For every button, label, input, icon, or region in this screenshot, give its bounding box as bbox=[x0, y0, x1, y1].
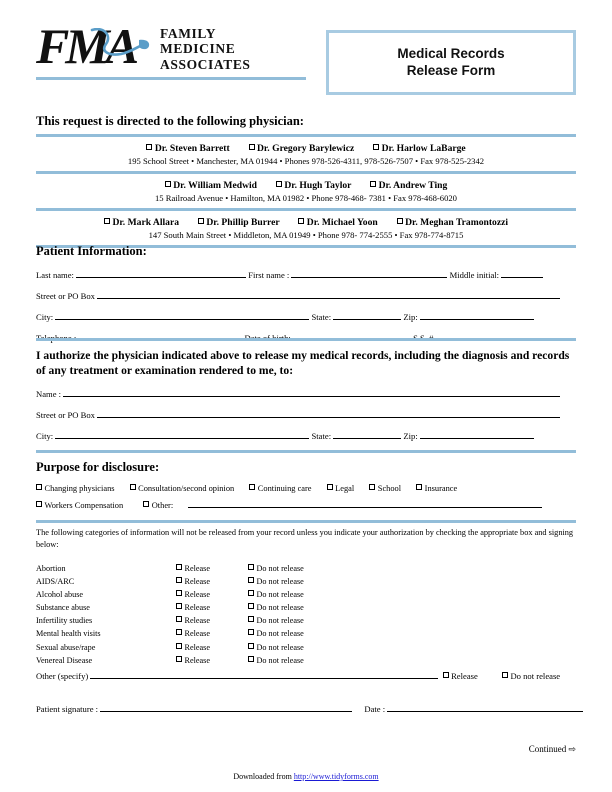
purpose-option-changing-physicians[interactable] bbox=[36, 482, 115, 495]
do-not-release-label: Do not release bbox=[256, 642, 304, 652]
checkbox-icon[interactable] bbox=[249, 484, 255, 490]
checkbox-icon[interactable] bbox=[104, 218, 110, 224]
categories-intro: The following categories of information will not be released from your record unless you indicate your authorization by checking the appropriate box and signing below: bbox=[36, 528, 574, 549]
category-do-not-release-option[interactable] bbox=[248, 615, 304, 628]
state-input[interactable] bbox=[333, 310, 401, 320]
purpose-option-continuing-care[interactable] bbox=[249, 482, 311, 495]
checkbox-icon[interactable] bbox=[248, 603, 254, 609]
table-row bbox=[36, 628, 304, 641]
physician-name: Dr. William Medwid bbox=[173, 180, 258, 191]
checkbox-icon[interactable] bbox=[176, 643, 182, 649]
checkbox-icon[interactable] bbox=[327, 484, 333, 490]
checkbox-icon[interactable] bbox=[176, 616, 182, 622]
checkbox-icon[interactable] bbox=[298, 218, 304, 224]
physician-name: Dr. Hugh Taylor bbox=[284, 180, 352, 191]
patient-information-heading: Patient Information: bbox=[36, 244, 147, 258]
last-name-label: Last name: bbox=[36, 270, 74, 280]
purpose-options-row-2 bbox=[36, 498, 576, 512]
categories-section bbox=[36, 527, 576, 668]
stethoscope-swoosh-icon bbox=[88, 28, 152, 62]
checkbox-icon[interactable] bbox=[276, 181, 282, 187]
recipient-city-label: City: bbox=[36, 431, 54, 441]
physician-checkbox-item[interactable] bbox=[146, 143, 229, 154]
brand-wordmark bbox=[160, 24, 251, 73]
last-name-input[interactable] bbox=[76, 268, 246, 278]
category-release-option[interactable] bbox=[176, 602, 248, 615]
checkbox-icon[interactable] bbox=[176, 564, 182, 570]
purpose-option-label: Insurance bbox=[424, 484, 458, 493]
checkbox-icon[interactable] bbox=[248, 643, 254, 649]
checkbox-icon[interactable] bbox=[176, 629, 182, 635]
recipient-city-row bbox=[36, 429, 576, 442]
physician-group-3-address: 147 South Main Street • Middleton, MA 01949 • Phone 978- 774-2555 • Fax 978-774-8715 bbox=[148, 230, 464, 240]
checkbox-icon[interactable] bbox=[248, 629, 254, 635]
form-title-line1: Medical Records bbox=[397, 46, 505, 61]
purpose-option-label: Workers Compensation bbox=[44, 501, 124, 510]
do-not-release-label: Do not release bbox=[256, 577, 304, 587]
patient-street-row bbox=[36, 289, 576, 302]
zip-input[interactable] bbox=[420, 310, 534, 320]
recipient-street-row bbox=[36, 408, 576, 421]
purpose-option-label: Changing physicians bbox=[44, 484, 115, 493]
form-title-box bbox=[326, 30, 576, 95]
category-label: AIDS/ARC bbox=[36, 577, 75, 587]
checkbox-icon[interactable] bbox=[248, 656, 254, 662]
other-release-option[interactable] bbox=[443, 671, 478, 681]
release-label: Release bbox=[184, 616, 210, 626]
other-specify-row bbox=[36, 669, 576, 682]
release-label: Release bbox=[184, 603, 210, 613]
category-label: Abortion bbox=[36, 564, 66, 573]
category-release-option[interactable] bbox=[176, 628, 248, 641]
purpose-option-legal[interactable] bbox=[327, 482, 355, 495]
recipient-city-input[interactable] bbox=[55, 429, 309, 439]
physician-group-2-doctors bbox=[36, 179, 576, 192]
checkbox-icon[interactable] bbox=[248, 564, 254, 570]
fma-logo-text: FMA bbox=[36, 18, 136, 74]
other-specify-label: Other (specify) bbox=[36, 671, 89, 681]
signature-row bbox=[36, 702, 576, 715]
physician-checkbox-item[interactable] bbox=[298, 217, 377, 228]
state-label: State: bbox=[311, 312, 332, 322]
recipient-name-row bbox=[36, 387, 576, 400]
recipient-zip-label: Zip: bbox=[403, 431, 418, 441]
category-do-not-release-option[interactable] bbox=[248, 628, 304, 641]
street-label: Street or PO Box bbox=[36, 291, 95, 301]
physician-checkbox-item[interactable] bbox=[165, 180, 257, 191]
checkbox-icon[interactable] bbox=[176, 577, 182, 583]
tidyforms-url[interactable]: http://www.tidyforms.com bbox=[293, 772, 379, 781]
recipient-state-input[interactable] bbox=[333, 429, 401, 439]
checkbox-icon[interactable] bbox=[248, 616, 254, 622]
recipient-name-label: Name : bbox=[36, 389, 62, 399]
category-label: Venereal Disease bbox=[36, 655, 93, 665]
category-label: Alcohol abuse bbox=[36, 590, 84, 600]
do-not-release-label: Do not release bbox=[256, 564, 304, 573]
category-release-option[interactable] bbox=[176, 642, 248, 655]
rule-5 bbox=[36, 338, 576, 341]
physician-group-2-address: 15 Railroad Avenue • Hamilton, MA 01982 • Phone 978-468- 7381 • Fax 978-468-6020 bbox=[155, 193, 457, 203]
physician-checkbox-item[interactable] bbox=[276, 180, 351, 191]
brand-line-associates: ASSOCIATES bbox=[160, 56, 251, 72]
purpose-option-label: School bbox=[377, 484, 402, 493]
physician-name: Dr. Steven Barrett bbox=[154, 143, 230, 154]
recipient-street-label: Street or PO Box bbox=[36, 410, 95, 420]
purpose-option-consultation[interactable] bbox=[130, 482, 235, 495]
purpose-other-input[interactable] bbox=[188, 498, 542, 508]
checkbox-icon[interactable] bbox=[146, 144, 152, 150]
physician-checkbox-item[interactable] bbox=[397, 217, 508, 228]
checkbox-icon[interactable] bbox=[369, 484, 375, 490]
table-row bbox=[36, 563, 304, 576]
do-not-release-label: Do not release bbox=[256, 629, 304, 639]
physician-checkbox-item[interactable] bbox=[104, 217, 179, 228]
purpose-option-workers-compensation[interactable] bbox=[36, 499, 123, 512]
physician-name: Dr. Mark Allara bbox=[112, 217, 180, 228]
download-attribution bbox=[0, 772, 612, 781]
do-not-release-label: Do not release bbox=[256, 616, 304, 626]
checkbox-icon[interactable] bbox=[36, 484, 42, 490]
category-release-option[interactable] bbox=[176, 563, 248, 576]
purpose-option-label: Legal bbox=[335, 484, 355, 493]
physician-group-2 bbox=[36, 174, 576, 204]
zip-label: Zip: bbox=[403, 312, 418, 322]
purpose-option-insurance[interactable] bbox=[416, 482, 457, 495]
physician-checkbox-item[interactable] bbox=[198, 217, 280, 228]
table-row bbox=[36, 642, 304, 655]
checkbox-icon[interactable] bbox=[370, 181, 376, 187]
physician-group-1-address: 195 School Street • Manchester, MA 01944 • Phones 978-526-4311, 978-526-7507 • Fax 978-525-2342 bbox=[127, 156, 485, 166]
checkbox-icon[interactable] bbox=[443, 672, 449, 678]
checkbox-icon[interactable] bbox=[143, 501, 149, 507]
category-do-not-release-option[interactable] bbox=[248, 642, 304, 655]
purpose-heading: Purpose for disclosure: bbox=[36, 460, 160, 474]
recipient-street-input[interactable] bbox=[97, 408, 560, 418]
first-name-input[interactable] bbox=[291, 268, 447, 278]
purpose-option-other[interactable] bbox=[143, 499, 173, 512]
physician-group-1-doctors bbox=[36, 142, 576, 155]
table-row bbox=[36, 615, 304, 628]
signature-line bbox=[36, 702, 576, 715]
checkbox-icon[interactable] bbox=[165, 181, 171, 187]
brand-block bbox=[36, 18, 306, 80]
download-prefix: Downloaded from bbox=[233, 772, 294, 781]
category-release-option[interactable] bbox=[176, 615, 248, 628]
signature-date-input[interactable] bbox=[387, 702, 583, 712]
physician-section-heading: This request is directed to the following physician: bbox=[36, 114, 304, 128]
checkbox-icon[interactable] bbox=[176, 603, 182, 609]
physician-name: Dr. Meghan Tramontozzi bbox=[405, 217, 509, 228]
patient-signature-input[interactable] bbox=[100, 702, 352, 712]
release-label: Release bbox=[184, 564, 210, 573]
middle-initial-input[interactable] bbox=[501, 268, 543, 278]
other-specify-line bbox=[36, 669, 576, 682]
physician-group-1 bbox=[36, 137, 576, 167]
physician-checkbox-item[interactable] bbox=[370, 180, 447, 191]
table-row bbox=[36, 589, 304, 602]
category-do-not-release-option[interactable] bbox=[248, 655, 304, 668]
first-name-label: First name : bbox=[248, 270, 290, 280]
authorization-paragraph: I authorize the physician indicated above to release my medical records, including the diagnosis and records of any treatment or examination rendered to me, to: bbox=[36, 349, 570, 377]
physician-group-3 bbox=[36, 211, 576, 241]
purpose-options-row-1 bbox=[36, 482, 576, 495]
purpose-option-school[interactable] bbox=[369, 482, 401, 495]
physician-section bbox=[36, 114, 576, 248]
category-label: Substance abuse bbox=[36, 603, 90, 613]
category-release-option[interactable] bbox=[176, 655, 248, 668]
do-not-release-label: Do not release bbox=[256, 590, 304, 600]
category-label: Infertility studies bbox=[36, 616, 93, 626]
authorization-section bbox=[36, 338, 576, 442]
other-specify-input[interactable] bbox=[90, 669, 438, 679]
patient-signature-label: Patient signature : bbox=[36, 704, 99, 714]
physician-group-3-doctors bbox=[36, 216, 576, 229]
physician-name: Dr. Gregory Barylewicz bbox=[257, 143, 355, 154]
checkbox-icon[interactable] bbox=[248, 590, 254, 596]
city-label: City: bbox=[36, 312, 54, 322]
table-row bbox=[36, 655, 304, 668]
checkbox-icon[interactable] bbox=[373, 144, 379, 150]
do-not-release-label: Do not release bbox=[256, 603, 304, 613]
recipient-name-input[interactable] bbox=[63, 387, 560, 397]
rule-6 bbox=[36, 450, 576, 453]
physician-checkbox-item[interactable] bbox=[373, 143, 466, 154]
release-label: Release bbox=[184, 629, 210, 639]
form-title-line2: Release Form bbox=[406, 63, 496, 78]
release-label: Release bbox=[184, 655, 210, 665]
category-release-option[interactable] bbox=[176, 589, 248, 602]
physician-name: Dr. Phillip Burrer bbox=[206, 217, 280, 228]
checkbox-icon[interactable] bbox=[198, 218, 204, 224]
physician-name: Dr. Andrew Ting bbox=[378, 180, 448, 191]
brand-line-medicine: MEDICINE bbox=[160, 41, 236, 57]
recipient-zip-input[interactable] bbox=[420, 429, 534, 439]
physician-checkbox-item[interactable] bbox=[249, 143, 355, 154]
street-input[interactable] bbox=[97, 289, 560, 299]
checkbox-icon[interactable] bbox=[248, 577, 254, 583]
middle-initial-label: Middle initial: bbox=[449, 270, 500, 280]
page-header bbox=[36, 0, 576, 95]
checkbox-icon[interactable] bbox=[176, 590, 182, 596]
category-do-not-release-option[interactable] bbox=[248, 589, 304, 602]
category-do-not-release-option[interactable] bbox=[248, 602, 304, 615]
brand-underline-rule bbox=[36, 77, 306, 80]
logo-and-wordmark bbox=[36, 18, 306, 74]
release-label: Release bbox=[184, 590, 210, 600]
purpose-option-label: Consultation/second opinion bbox=[138, 484, 235, 493]
category-release-option[interactable] bbox=[176, 576, 248, 589]
city-input[interactable] bbox=[55, 310, 309, 320]
continued-indicator: Continued ⇨ bbox=[528, 744, 576, 754]
checkbox-icon[interactable] bbox=[130, 484, 136, 490]
fma-logo bbox=[36, 18, 154, 74]
do-not-release-label: Do not release bbox=[256, 655, 304, 665]
patient-name-row bbox=[36, 268, 576, 281]
release-label: Release bbox=[451, 671, 478, 681]
physician-name: Dr. Harlow LaBarge bbox=[381, 143, 466, 154]
checkbox-icon[interactable] bbox=[176, 656, 182, 662]
physician-name: Dr. Michael Yoon bbox=[306, 217, 378, 228]
purpose-section bbox=[36, 450, 576, 523]
brand-line-family: FAMILY bbox=[160, 25, 217, 41]
release-label: Release bbox=[184, 642, 210, 652]
checkbox-icon[interactable] bbox=[416, 484, 422, 490]
patient-city-row bbox=[36, 310, 576, 323]
checkbox-icon[interactable] bbox=[249, 144, 255, 150]
table-row bbox=[36, 602, 304, 615]
purpose-option-label: Continuing care bbox=[257, 484, 312, 493]
signature-date-label: Date : bbox=[364, 704, 386, 714]
category-do-not-release-option[interactable] bbox=[248, 576, 304, 589]
purpose-other-label: Other: bbox=[151, 501, 174, 510]
do-not-release-label: Do not release bbox=[510, 671, 561, 681]
patient-information-section bbox=[36, 244, 576, 344]
other-do-not-release-option[interactable] bbox=[502, 671, 560, 681]
recipient-state-label: State: bbox=[311, 431, 332, 441]
checkbox-icon[interactable] bbox=[397, 218, 403, 224]
checkbox-icon[interactable] bbox=[502, 672, 508, 678]
categories-table bbox=[36, 563, 304, 668]
category-label: Mental health visits bbox=[36, 629, 101, 639]
category-label: Sexual abuse/rape bbox=[36, 642, 96, 652]
release-label: Release bbox=[184, 577, 210, 587]
table-row bbox=[36, 576, 304, 589]
category-do-not-release-option[interactable] bbox=[248, 563, 304, 576]
checkbox-icon[interactable] bbox=[36, 501, 42, 507]
rule-7 bbox=[36, 520, 576, 523]
